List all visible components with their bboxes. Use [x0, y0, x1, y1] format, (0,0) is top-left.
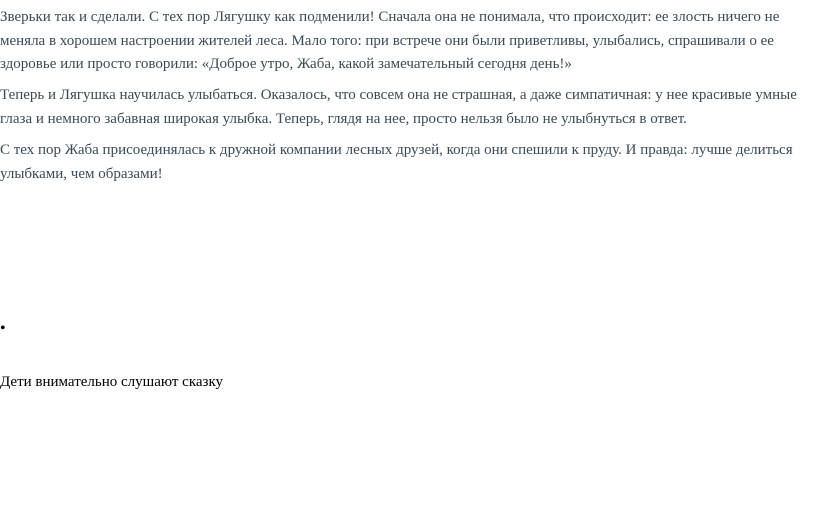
- story-paragraph-3: С тех пор Жаба присоединялась к дружной компании лесных друзей, когда они спешили к пруду. И правда: лучше делиться улыбками, чем образами!: [0, 142, 793, 182]
- image-caption: Дети внимательно слушают сказку: [0, 374, 224, 390]
- story-paragraph-1: Зверьки так и сделали. С тех пор Лягушку как подменили! Сначала она не понимала, что происходит: ее злость ничего не меняла в хорошем настроении жителей леса. Мало того: при встрече они были приветливы, улыбались, спрашивали о ее здоровье или просто говорили: «Доброе утро, Жаба, какой замечательный сегодня день!»: [0, 9, 780, 72]
- story-paragraph-2: Теперь и Лягушка научилась улыбаться. Оказалось, что совсем она не страшная, а даже симпатичная: у нее красивые умные глаза и немного забавная широкая улыбка. Теперь, глядя на нее, просто нельзя было не улыбнуться в ответ.: [0, 87, 797, 127]
- bullet-point: •: [0, 320, 6, 337]
